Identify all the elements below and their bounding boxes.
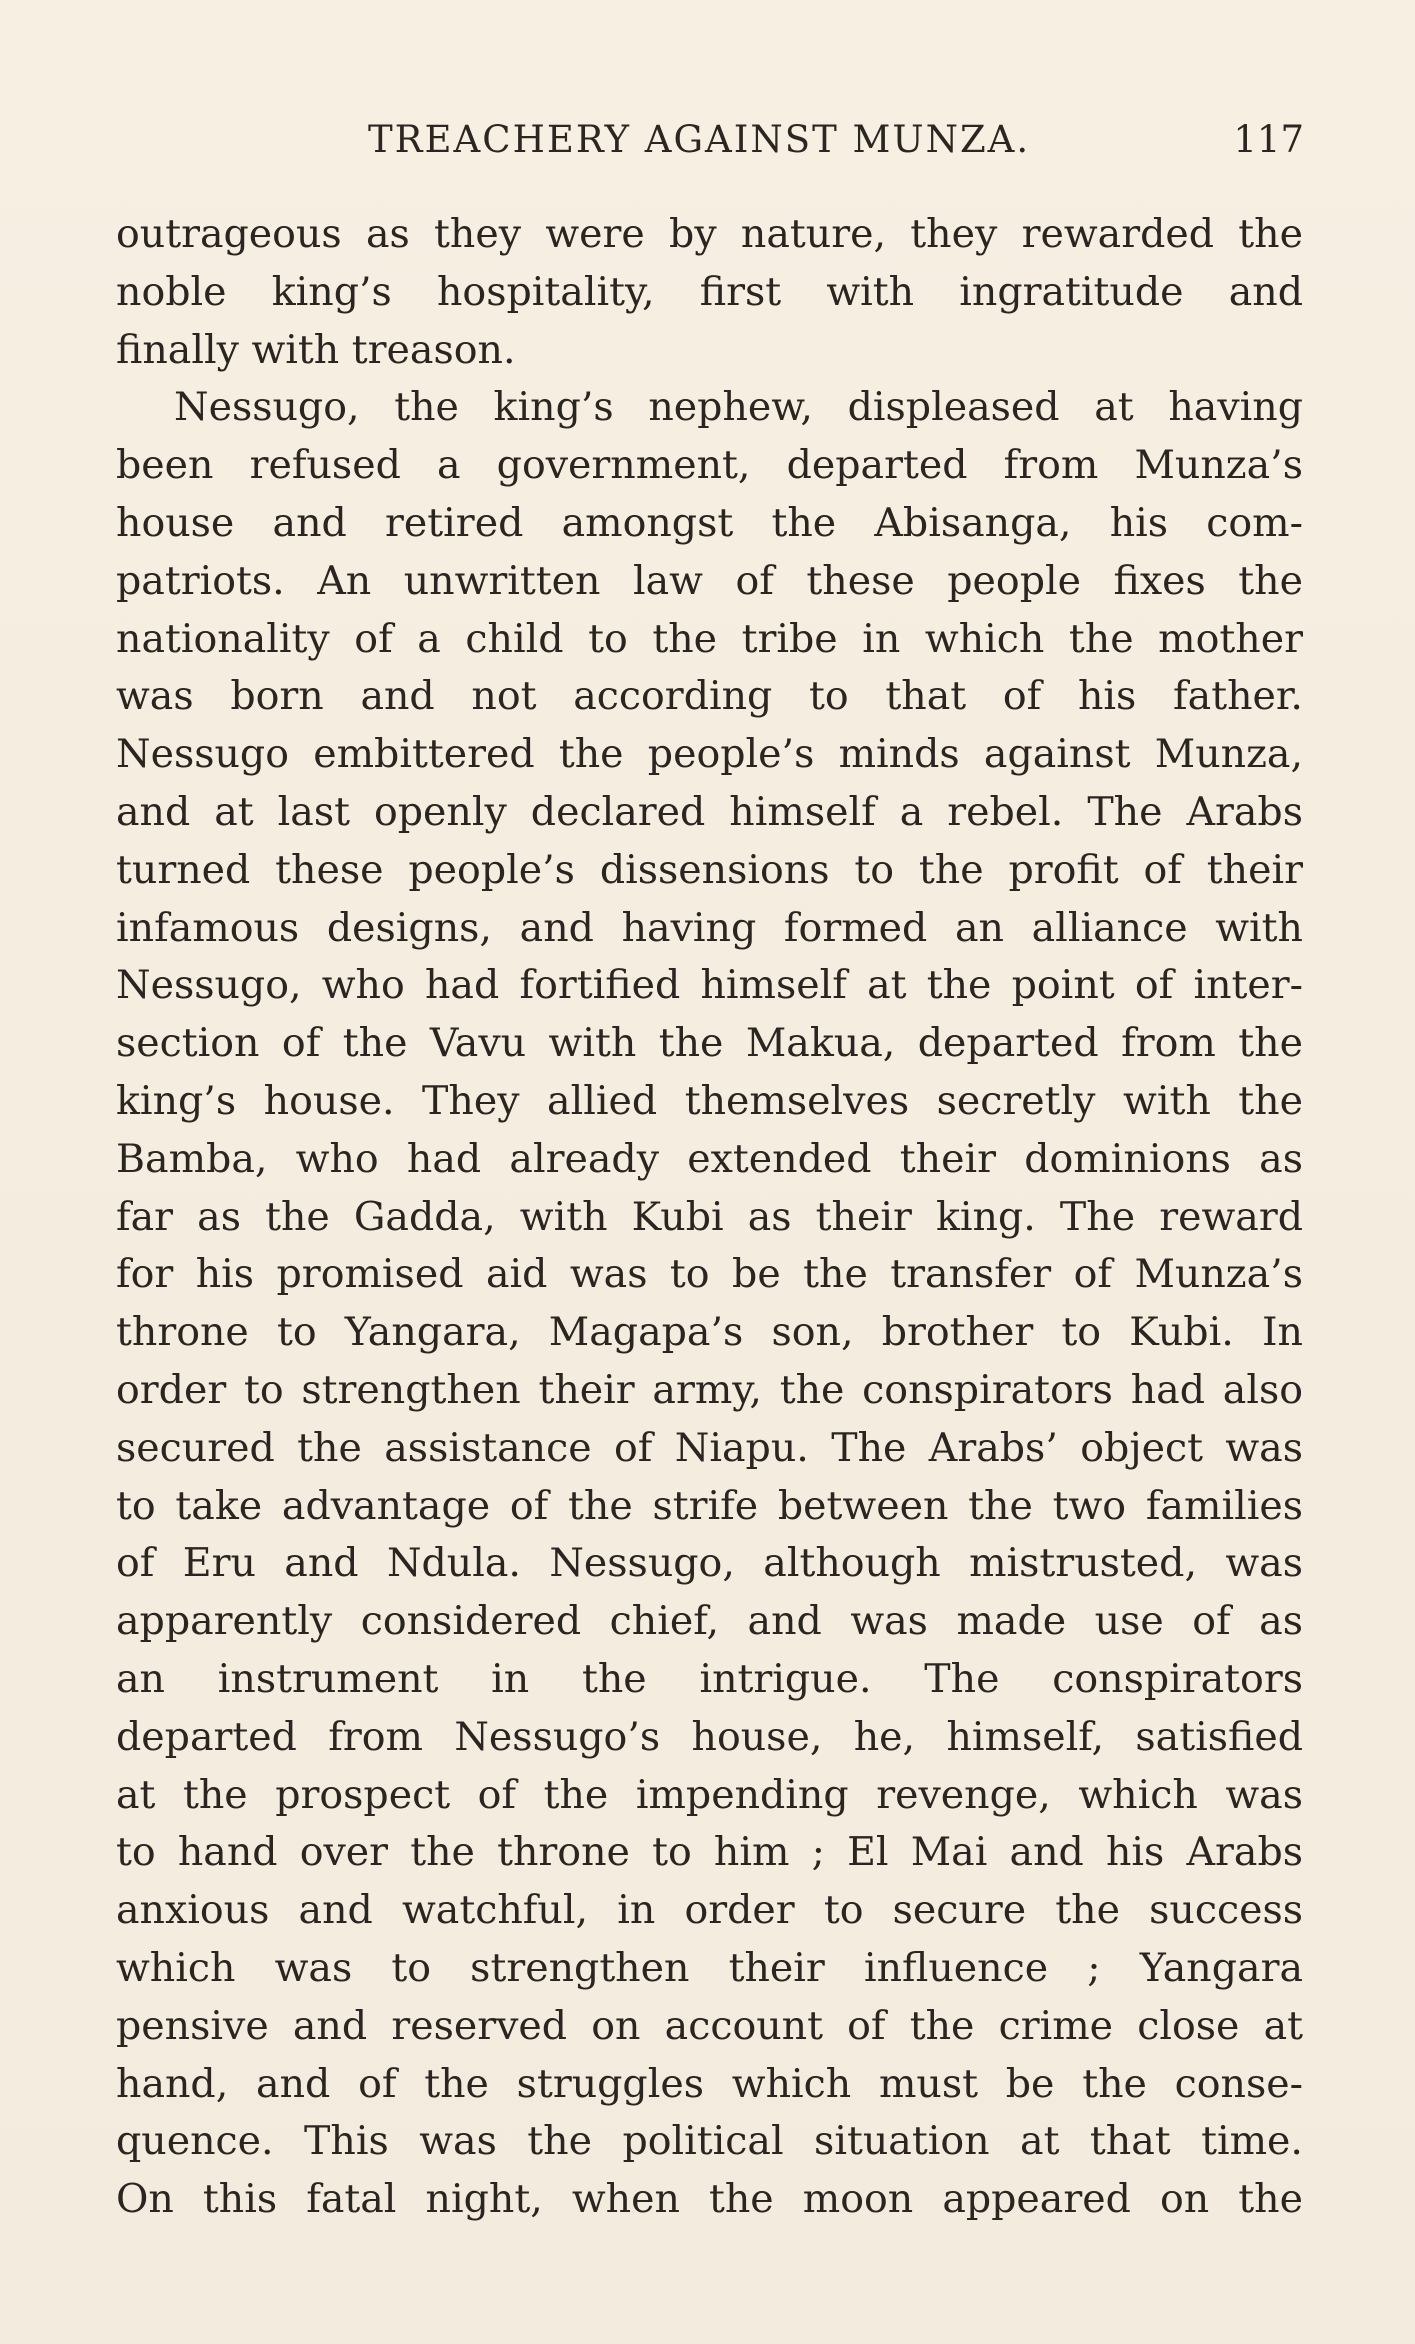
text-line: for his promised aid was to be the transfer of Munza’s [116, 1251, 1303, 1298]
text-line: to take advantage of the strife between the two families [116, 1482, 1303, 1529]
text-line: departed from Nessugo’s house, he, himself, satisfied [116, 1713, 1303, 1760]
text-line: was born and not according to that of his father. [116, 673, 1303, 720]
text-line: quence. This was the political situation at that time. [116, 2118, 1303, 2165]
text-line: an instrument in the intrigue. The conspirators [116, 1655, 1303, 1702]
text-line: outrageous as they were by nature, they rewarded the [116, 211, 1303, 257]
text-line: house and retired amongst the Abisanga, his com- [116, 499, 1303, 546]
text-line: section of the Vavu with the Makua, departed from the [116, 1020, 1303, 1067]
text-line: secured the assistance of Niapu. The Arabs’ object was [116, 1424, 1303, 1471]
text-line: pensive and reserved on account of the crime close at [116, 2002, 1303, 2049]
text-line: anxious and watchful, in order to secure the success [116, 1887, 1303, 1934]
text-line: apparently considered chief, and was made use of as [116, 1598, 1303, 1645]
body-text [116, 206, 1303, 2229]
text-line: infamous designs, and having formed an alliance with [116, 904, 1303, 951]
text-line: throne to Yangara, Magapa’s son, brother to Kubi. In [116, 1309, 1303, 1356]
text-line: Nessugo embittered the people’s minds against Munza, [116, 731, 1303, 778]
text-line: On this fatal night, when the moon appeared on the [116, 2176, 1303, 2223]
text-line: turned these people’s dissensions to the profit of their [116, 846, 1303, 893]
text-line: which was to strengthen their influence ; Yangara [116, 1944, 1303, 1991]
text-line: patriots. An unwritten law of these people fixes the [116, 557, 1303, 604]
text-line: hand, and of the struggles which must be the conse- [116, 2060, 1303, 2107]
text-line: and at last openly declared himself a rebel. The Arabs [116, 788, 1303, 835]
text-line: order to strengthen their army, the conspirators had also [116, 1366, 1303, 1413]
running-head [118, 118, 1304, 178]
page-number: 117 [1233, 118, 1304, 161]
text-line: Nessugo, who had fortified himself at the point of inter- [116, 962, 1303, 1009]
text-line: finally with treason. [116, 326, 516, 373]
text-line: of Eru and Ndula. Nessugo, although mistrusted, was [116, 1540, 1303, 1587]
text-line: at the prospect of the impending revenge, which was [116, 1771, 1303, 1818]
text-line: far as the Gadda, with Kubi as their king. The reward [116, 1193, 1303, 1240]
text-line: been refused a government, departed from Munza’s [116, 442, 1303, 489]
text-line: to hand over the throne to him ; El Mai and his Arabs [116, 1829, 1303, 1876]
text-line: nationality of a child to the tribe in which the mother [116, 615, 1303, 662]
text-line: Nessugo, the king’s nephew, displeased at having [174, 384, 1303, 431]
running-title: TREACHERY AGAINST MUNZA. [368, 118, 1031, 161]
text-line: noble king’s hospitality, first with ingratitude and [116, 268, 1303, 315]
text-line: Bamba, who had already extended their dominions as [116, 1135, 1303, 1182]
text-line: king’s house. They allied themselves secretly with the [116, 1077, 1303, 1124]
